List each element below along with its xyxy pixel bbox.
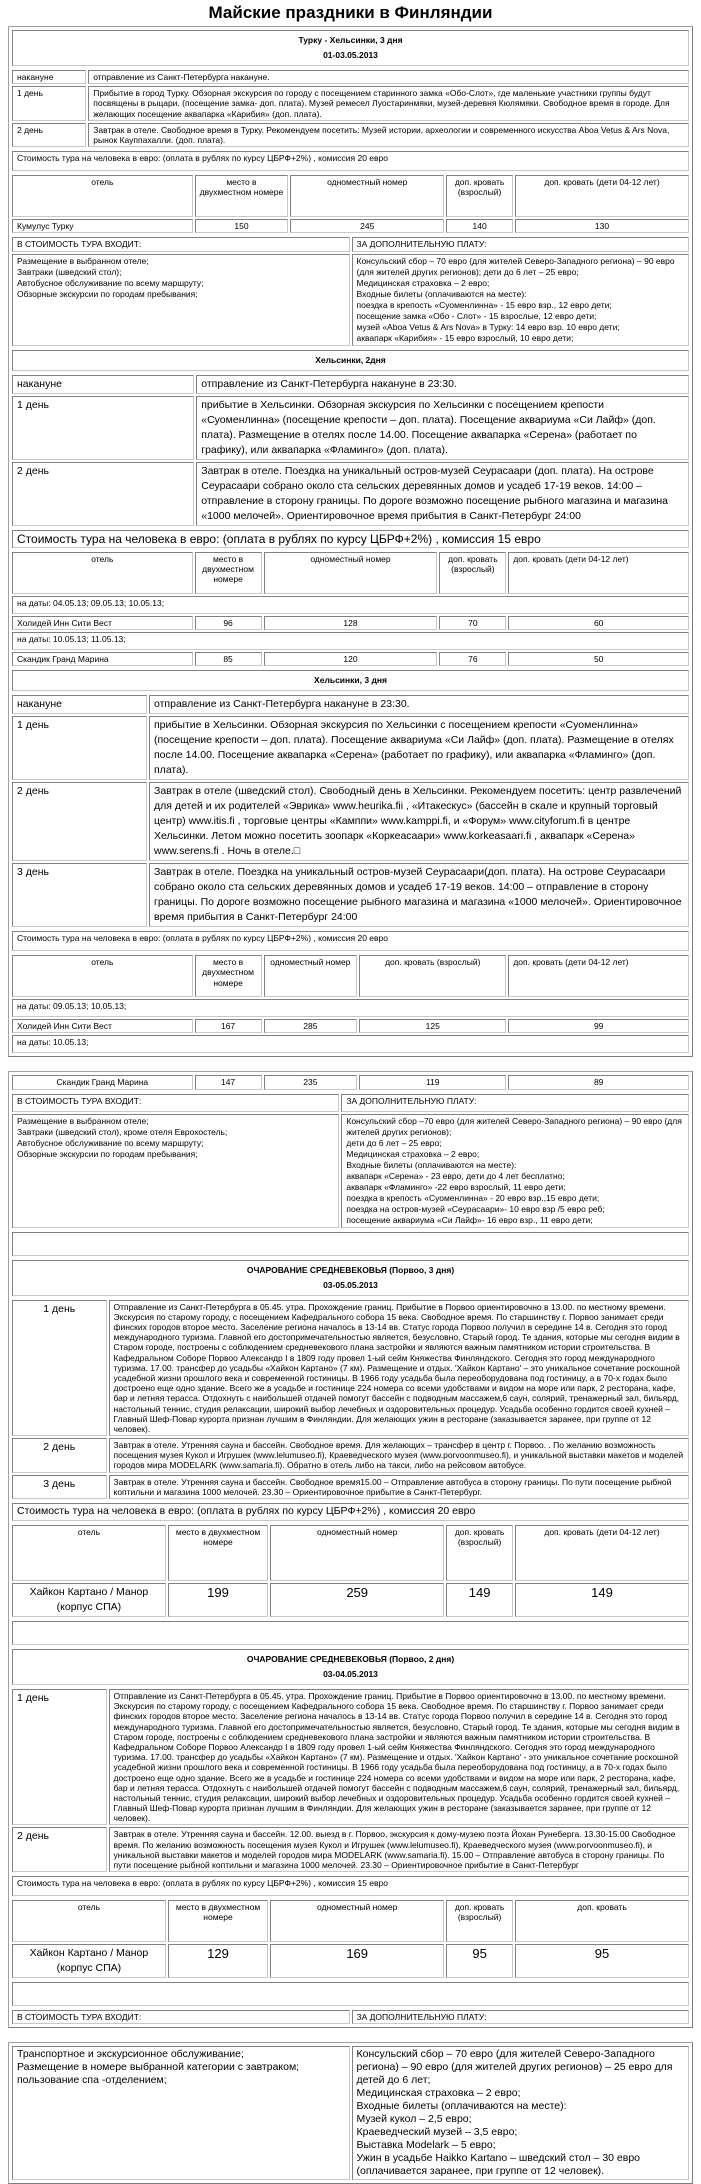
hotel-price-row: Скандик Гранд Марина 147 235 119 89 bbox=[12, 1075, 689, 1089]
program-row: 2 день Завтрак в отеле. Утренняя сауна и бассейн. Свободное время. Для желающих – трансфер в центр г. Порвоо. . По желанию возможность посещения музея Кукол и Игрушек (www.lelumuseo.fi), Краеведческого музея (www.porvoonmuseo.fi), и уникальной выставки макетов и моделей городов мира MODELARK (www.samaria.fi). Обратно в отель либо на такси, либо на рейсовом автобусе. bbox=[12, 1438, 689, 1473]
hotel-price-row: Скандик Гранд Марина 85 120 76 50 bbox=[12, 652, 689, 666]
program-row: 2 день Завтрак в отеле (шведский стол). Свободный день в Хельсинки. Рекомендуем посетить: центр развлечений для детей и их родителей «Эврика» www.heurika.fii , «Итакескус» (бассейн в скале и крупный торговый центр) www.itis.fi , торговые центры «Камппи» www.kamppi.fi, и «Форум» www.cityforum.fi в центре Хельсинки. Летом можно посетить зоопарк «Коркеасаари» www.korkeasaari.fi , аквапарк «Серена» www.serens.fi . Ночь в отеле.□ bbox=[12, 782, 689, 861]
dates-row: на даты: 10.05.13; bbox=[12, 1035, 689, 1053]
dates-row: на даты: 09.05.13; 10.05.13; bbox=[12, 999, 689, 1017]
cost-note: Стоимость тура на человека в евро: (оплата в рублях по курсу ЦБРФ+2%) , комиссия 20 евро bbox=[12, 931, 689, 951]
tour-helsinki-3days-cont bbox=[8, 1071, 693, 2028]
program-row: 1 день прибытие в Хельсинки. Обзорная экскурсия по Хельсинки с посещением крепости «Суоменлинна» (посещение крепости – доп. плата). Посещение аквариума «Си Лайф» (доп. плата). Размещение в отелях после 14.00. Посещение аквапарка «Серена» (работает по графику), или аквапарка «Фламинго» (доп. плата). bbox=[12, 716, 689, 780]
program-row: 2 день Завтрак в отеле. Свободное время в Турку. Рекомендуем посетить: Музей истории, археологии и современного искусства Aboa Vetus & Ars Nova, рынок Кауппахалли. (доп. плата). bbox=[12, 123, 689, 147]
program-row: 3 день Завтрак в отеле. Поездка на уникальный остров-музей Сеурасаари(доп. плата). На острове Сеурасаари собрано около ста сельских деревянных домов и усадеб 17-19 веков. 14:00 – отправление в сторону границы. По дороге возможно посещение рыбного магазина и магазина «1000 мелочей». Ориентировочное время прибытия в Санкт-Петербург 24:00 bbox=[12, 863, 689, 927]
extra-title: ЗА ДОПОЛНИТЕЛЬНУЮ ПЛАТУ: bbox=[352, 237, 690, 251]
tour-title: Турку - Хельсинки, 3 дня 01-03.05.2013 bbox=[12, 30, 689, 66]
program-row: накануне отправление из Санкт-Петербурга накануне в 23:30. bbox=[12, 375, 689, 394]
price-header-row: отель место в двухместном номере одноместный номер доп. кровать (взрослый) доп. кровать (дети 04-12 лет) bbox=[12, 552, 689, 594]
hotel-price-row: Хайкон Картано / Манор (корпус СПА) 129 169 95 95 bbox=[12, 1944, 689, 1978]
program-row: 1 день прибытие в Хельсинки. Обзорная экскурсия по Хельсинки с посещением крепости «Суоменлинна» (посещение крепости – доп. плата). Посещение аквариума «Си Лайф» (доп. плата). Размещение в отелях после 14.00. Посещение аквапарка «Серена» (работает по графику), или аквапарка «Фламинго» (доп. плата). bbox=[12, 396, 689, 460]
price-header-row: отель место в двухместном номере одноместный номер доп. кровать (взрослый) доп. кровать (дети 04-12 лет) bbox=[12, 955, 689, 997]
hotel-price-row: Хайкон Картано / Манор (корпус СПА) 199 259 149 149 bbox=[12, 1583, 689, 1617]
dates-row: на даты: 10.05.13; 11.05.13; bbox=[12, 632, 689, 650]
blank-row bbox=[12, 1621, 689, 1645]
tour-helsinki-3days bbox=[10, 668, 691, 693]
included-title: В СТОИМОСТЬ ТУРА ВХОДИТ: bbox=[12, 237, 350, 251]
cost-note: Стоимость тура на человека в евро: (оплата в рублях по курсу ЦБРФ+2%) , комиссия 20 евро bbox=[12, 151, 689, 171]
extra-title: ЗА ДОПОЛНИТЕЛЬНУЮ ПЛАТУ: bbox=[341, 1094, 689, 1112]
program-row: 1 день Отправление из Санкт-Петербурга в 05.45. утра. Прохождение границ. Прибытие в Порвоо ориентировочно в 13.00. по местному времени. Экскурсия по старому городу, с посещением Кафедрального собора 15 века. Свободное время. По старшинству г. Порвоо занимает среди финских городов второе место. Заселение региона началось в 13-14 вв. Статус города Порвоо получил в середине 14 в. Сегодня это город международного туризма. Главной его достопримечательностью является, безусловно, Старый город. Те здания, которые мы сегодня видим в Старом городе, построены с соблюдением средневекового плана застройки и являются важным памятником истории строительства. В Кафедральном Соборе Порвоо Александр I в 1809 году провел 1-ый сейм Княжества Финляндского. Сегодня это город международного туризма. 17.00. трансфер до усадьбы «Хайкон Картано» (7 км). Размещение и отдых. 'Хайкон Картано' – это уникальное сочетание роскошной усадебной жизни прошлого века и современной гостиницы. В 1966 году усадьба была переоборудована под гостиницу, а в 70-х годах было достроено еще одно здание. Всего же в усадьбе и гостинице 224 номера со всеми удобствами и видом на море или парк, 2 ресторана, кафе, бар и летняя терасса. Отдохнуть с наибольшей отдачей помогут бассейн с подводным массажем,6 саун, солярий, тренажерный зал, бильярд, настольный теннис, студия релаксации, широкий выбор лечебных и оздоровительных процедур. Усадьба особенно гордится своей кухней – Главный Шеф-Повар курорта признан лучшим в Финляндии. Для желающих ужин в ресторане (заказывается заранее, при группе от 12 человек). bbox=[12, 1300, 689, 1436]
tour-porvoo-3days bbox=[10, 1258, 691, 1298]
cost-note: Стоимость тура на человека в евро: (оплата в рублях по курсу ЦБРФ+2%) , комиссия 20 евро bbox=[12, 1503, 689, 1521]
included-list: Транспортное и экскурсионное обслуживание; Размещение в номере выбранной категории с завтраком; пользование спа -отделением; bbox=[12, 2046, 350, 2180]
tour-title: ОЧАРОВАНИЕ СРЕДНЕВЕКОВЬЯ (Порвоо, 2 дня) 03-04.05.2013 bbox=[12, 1649, 689, 1685]
hotel-price-row: Холидей Инн Сити Вест 167 285 125 99 bbox=[12, 1019, 689, 1033]
blank-row bbox=[12, 1232, 689, 1256]
hotel-price-row: Холидей Инн Сити Вест 96 128 70 60 bbox=[12, 616, 689, 630]
price-header-row: отель место в двухместном номере одноместный номер доп. кровать (взрослый) доп. кровать (дети 04-12 лет) bbox=[12, 1525, 689, 1581]
extra-title: ЗА ДОПОЛНИТЕЛЬНУЮ ПЛАТУ: bbox=[352, 2010, 690, 2024]
tour-title: Хельсинки, 2дня bbox=[12, 350, 689, 371]
tour-porvoo-2days-cont bbox=[8, 2042, 693, 2184]
extra-list: Консульский сбор – 70 евро (для жителей Северо-Западного региона) – 90 евро (для жителей других регионов); дети до 6 лет – 25 евро; Медицинская страховка – 2 евро; Входные билеты (оплачиваются на месте): поездка в крепость «Суоменлинна» - 15 евро взр., 12 евро дети; посещение замка «Обо - Слот» - 15 взрослые, 12 евро дети; музей «Aboa Vetus & Ars Nova» в Турку: 14 евро взр. 10 евро дети; аквапарк «Карибия» - 15 евро взрослый, 10 евро дети; bbox=[352, 254, 690, 346]
program-row: накануне отправление из Санкт-Петербурга накануне. bbox=[12, 70, 689, 84]
included-list: Размещение в выбранном отеле; Завтраки (шведский стол), кроме отеля Еврохостель; Автобусное обслуживание по всему маршруту; Обзорные экскурсии по городам пребывания; bbox=[12, 1114, 339, 1228]
dates-row: на даты: 04.05.13; 09.05.13; 10.05.13; bbox=[12, 596, 689, 614]
program-row: 2 день Завтрак в отеле. Утренняя сауна и бассейн. 12.00. выезд в г. Порвоо, экскурсия к дому-музею поэта Йохан Рунеберга. 13.30-15.00 Свободное время. По желанию возможность посещения музея Кукол и Игрушек (www.lelumuseo.fi), Краеведческого музея (www.porvoonmuseo.fi), и уникальной выставки макетов и моделей городов мира MODELARK (www.samaria.fi). 15.00 – Отправление автобуса в сторону границы. По пути посещение рыбной коптильни и магазина 1000 мелочей. 23.30 – Ориентировочное прибытие в Санкт-Петербург bbox=[12, 1827, 689, 1872]
program-row: 3 день Завтрак в отеле. Утренняя сауна и бассейн. Свободное время15.00 – Отправление автобуса в сторону границы. По пути посещение рыбной коптильни и магазина 1000 мелочей. 23.30 – Ориентировочное прибытие в Санкт-Петербург. bbox=[12, 1475, 689, 1499]
cost-note: Стоимость тура на человека в евро: (оплата в рублях по курсу ЦБРФ+2%) , комиссия 15 евро bbox=[12, 530, 689, 548]
program-row: накануне отправление из Санкт-Петербурга накануне в 23:30. bbox=[12, 695, 689, 714]
extra-list: Консульский сбор –70 евро (для жителей Северо-Западного региона) – 90 евро (для жителей других регионов); дети до 6 лет – 25 евро; Медицинская страховка – 2 евро; Входные билеты (оплачиваются на месте): аквапарк «Серена» - 23 евро, дети до 4 лет бесплатно; аквапарк «Фламинго» -22 евро взрослый, 11 евро дети; поездка в крепость «Суоменлинна» - 20 евро взр.,15 евро дети; поездка на остров-музей «Сеурасаари»- 10 евро взр /5 евро реб; посещение аквариума «Си Лайф»- 16 евро взр., 11 евро дети; bbox=[341, 1114, 689, 1228]
page-title: Майские праздники в Финляндии bbox=[208, 3, 493, 22]
extra-list: Консульский сбор – 70 евро (для жителей Северо-Западного региона) – 90 евро (для жителей других регионов) – 25 евро для детей до 6 лет; Медицинская страховка – 2 евро; Входные билеты (оплачиваются на месте): Музей кукол – 2,5 евро; Краеведческий музей – 3,5 евро; Выставка Modelark – 5 евро; Ужин в усадьбе Haikko Kartano – шведский стол – 30 евро (оплачивается заранее, при группе от 12 человек). bbox=[352, 2046, 690, 2180]
tour-title: Хельсинки, 3 дня bbox=[12, 670, 689, 691]
tour-porvoo-2days bbox=[10, 1647, 691, 1687]
included-title: В СТОИМОСТЬ ТУРА ВХОДИТ: bbox=[12, 1094, 339, 1112]
price-header-row: отель место в двухместном номере одноместный номер доп. кровать (взрослый) доп. кровать (дети 04-12 лет) bbox=[12, 175, 689, 217]
program-row: 1 день Отправление из Санкт-Петербурга в 05.45. утра. Прохождение границ. Прибытие в Порвоо ориентировочно в 13.00. по местному времени. Экскурсия по старому городу, с посещением Кафедрального собора 15 века. Свободное время. По старшинству г. Порвоо занимает среди финских городов второе место. Заселение региона началось в 13-14 вв. Статус города Порвоо получил в середине 14 в. Сегодня это город международного туризма. Главной его достопримечательностью является, безусловно, Старый город. Те здания, которые мы сегодня видим в Старом городе, построены с соблюдением средневекового плана застройки и являются важным памятником истории строительства. В Кафедральном Соборе Порвоо Александр I в 1809 году провел 1-ый сейм Княжества Финляндского. Сегодня это город международного туризма. 17.00. трансфер до усадьбы «Хайкон Картано» (7 км). Размещение и отдых. 'Хайкон Картано' - это уникальное сочетание роскошной усадебной жизни прошлого века и современной гостиницы. В 1966 году усадьба была переоборудована под гостиницу, а в 70-х годах было достроено еще одно здание. Всего же в усадьбе и гостинице 224 номера со всеми удобствами и видом на море или парк, 2 ресторана, кафе, бар и летняя терасса. Отдохнуть с наибольшей отдачей помогут бассейн с подводным массажем,6 саун, солярий, тренажерный зал, бильярд, настольный теннис, студия релаксации, широкий выбор лечебных и оздоровительных процедур. Усадьба особенно гордится своей кухней – Главный Шеф-Повар курорта признан лучшим в Финляндии. Для желающих ужин в ресторане (заказывается заранее, при группе от 12 человек). bbox=[12, 1689, 689, 1825]
included-title: В СТОИМОСТЬ ТУРА ВХОДИТ: bbox=[12, 2010, 350, 2024]
tour-turku-helsinki bbox=[8, 26, 693, 1057]
tour-title: ОЧАРОВАНИЕ СРЕДНЕВЕКОВЬЯ (Порвоо, 3 дня) 03-05.05.2013 bbox=[12, 1260, 689, 1296]
hotel-price-row: Кумулус Турку 150 245 140 130 bbox=[12, 219, 689, 233]
program-row: 2 день Завтрак в отеле. Поездка на уникальный остров-музей Сеурасаари (доп. плата). На острове Сеурасаари собрано около ста сельских деревянных домов и усадеб 17-19 веков. 14:00 – отправление в сторону границы. По дороге возможно посещение рыбного магазина и магазина «1000 мелочей». Ориентировочное время прибытия в Санкт-Петербург 24:00 bbox=[12, 462, 689, 526]
cost-note: Стоимость тура на человека в евро: (оплата в рублях по курсу ЦБРФ+2%) , комиссия 15 евро bbox=[12, 1876, 689, 1896]
price-header-row: отель место в двухместном номере одноместный номер доп. кровать (взрослый) доп. кровать bbox=[12, 1900, 689, 1942]
included-list: Размещение в выбранном отеле; Завтраки (шведский стол); Автобусное обслуживание по всему маршруту; Обзорные экскурсии по городам пребывания; bbox=[12, 254, 350, 346]
blank-row bbox=[12, 1982, 689, 2006]
tour-helsinki-2days bbox=[10, 348, 691, 373]
program-row: 1 день Прибытие в город Турку. Обзорная экскурсия по городу с посещением старинного замка «Обо-Слот», где маленькие участники группы будут посвящены в рыцари. (посещение замка- доп. плата). Музей ремесел Луостаринмяки, музей-деревня Кюлямяки. Свободное время в городе. Для желающих посещение аквапарка «Карибия» (доп. плата). bbox=[12, 86, 689, 121]
